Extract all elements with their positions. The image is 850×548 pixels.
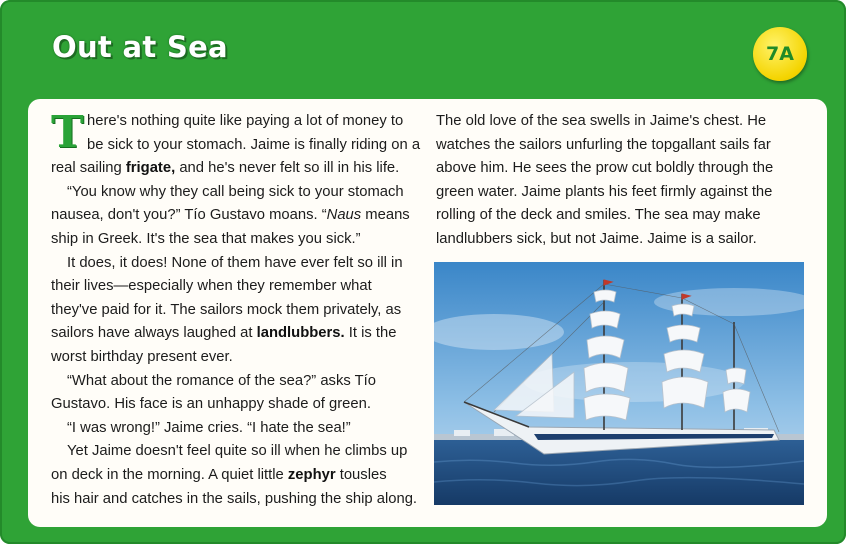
text-line: rolling of the deck and smiles. The sea may make bbox=[436, 207, 761, 224]
vocab-word-landlubbers: landlubbers. bbox=[256, 325, 345, 342]
text-line: here's nothing quite like paying a lot of money to bbox=[87, 113, 404, 129]
lesson-badge: 7A bbox=[753, 27, 807, 81]
text-line: green water. Jaime plants his feet firmly against the bbox=[436, 183, 773, 200]
text-line: Gustavo. His face is an unhappy shade of green. bbox=[51, 396, 371, 413]
vocab-word-frigate: frigate, bbox=[125, 160, 176, 177]
text-span: real sailing bbox=[51, 160, 126, 177]
text-line: his hair and catches in the sails, pushing the ship along. bbox=[51, 490, 418, 507]
text-span: means bbox=[361, 207, 410, 224]
paragraph-1 bbox=[51, 107, 421, 181]
text-span: on deck in the morning. A quiet little bbox=[51, 466, 288, 483]
story-column-left bbox=[51, 107, 421, 511]
text-line: watches the sailors unfurling the topgallant sails far bbox=[436, 136, 771, 153]
text-span: and he's never felt so ill in his life. bbox=[175, 160, 400, 177]
drop-cap: T bbox=[51, 107, 84, 158]
paragraph-4 bbox=[51, 370, 421, 417]
ship-illustration bbox=[434, 262, 804, 505]
text-line: be sick to your stomach. Jaime is finally riding on a bbox=[87, 136, 421, 153]
text-span: tousles bbox=[335, 466, 387, 483]
text-span: It is the bbox=[344, 325, 397, 342]
paragraph-2 bbox=[51, 181, 421, 252]
text-line bbox=[51, 204, 421, 228]
text-line: It does, it does! None of them have ever felt so ill in bbox=[67, 254, 403, 271]
text-line: worst birthday present ever. bbox=[51, 348, 233, 365]
tall-ship-photo bbox=[434, 262, 804, 505]
text-span: nausea, don't you?” Tío Gustavo moans. “ bbox=[51, 207, 327, 224]
paragraph-6 bbox=[51, 440, 421, 511]
vocab-word-zephyr: zephyr bbox=[287, 466, 336, 483]
paragraph-7 bbox=[436, 110, 802, 252]
text-line: “You know why they call being sick to your stomach bbox=[67, 183, 404, 200]
text-line: “What about the romance of the sea?” asks Tío bbox=[67, 372, 376, 389]
emphasis-naus: Naus bbox=[326, 207, 362, 224]
text-line: landlubbers sick, but not Jaime. Jaime is a sailor. bbox=[436, 230, 757, 247]
text-line bbox=[51, 322, 421, 346]
story-column-right bbox=[436, 110, 802, 252]
text-line: above him. He sees the prow cut boldly through the bbox=[436, 160, 774, 177]
text-line: ship in Greek. It's the sea that makes you sick.” bbox=[51, 230, 361, 247]
text-span: sailors have always laughed at bbox=[51, 325, 257, 342]
text-line: their lives—especially when they remember what bbox=[51, 278, 372, 295]
text-line: “I was wrong!” Jaime cries. “I hate the sea!” bbox=[67, 419, 351, 436]
page-title: Out at Sea bbox=[52, 30, 228, 64]
text-line bbox=[51, 464, 421, 488]
text-line: they've paid for it. The sailors mock them privately, as bbox=[51, 301, 402, 318]
paragraph-3 bbox=[51, 252, 421, 370]
text-line: Yet Jaime doesn't feel quite so ill when he climbs up bbox=[67, 443, 408, 460]
paragraph-5 bbox=[51, 417, 421, 441]
text-line bbox=[51, 157, 421, 181]
text-line: The old love of the sea swells in Jaime's chest. He bbox=[436, 113, 767, 129]
